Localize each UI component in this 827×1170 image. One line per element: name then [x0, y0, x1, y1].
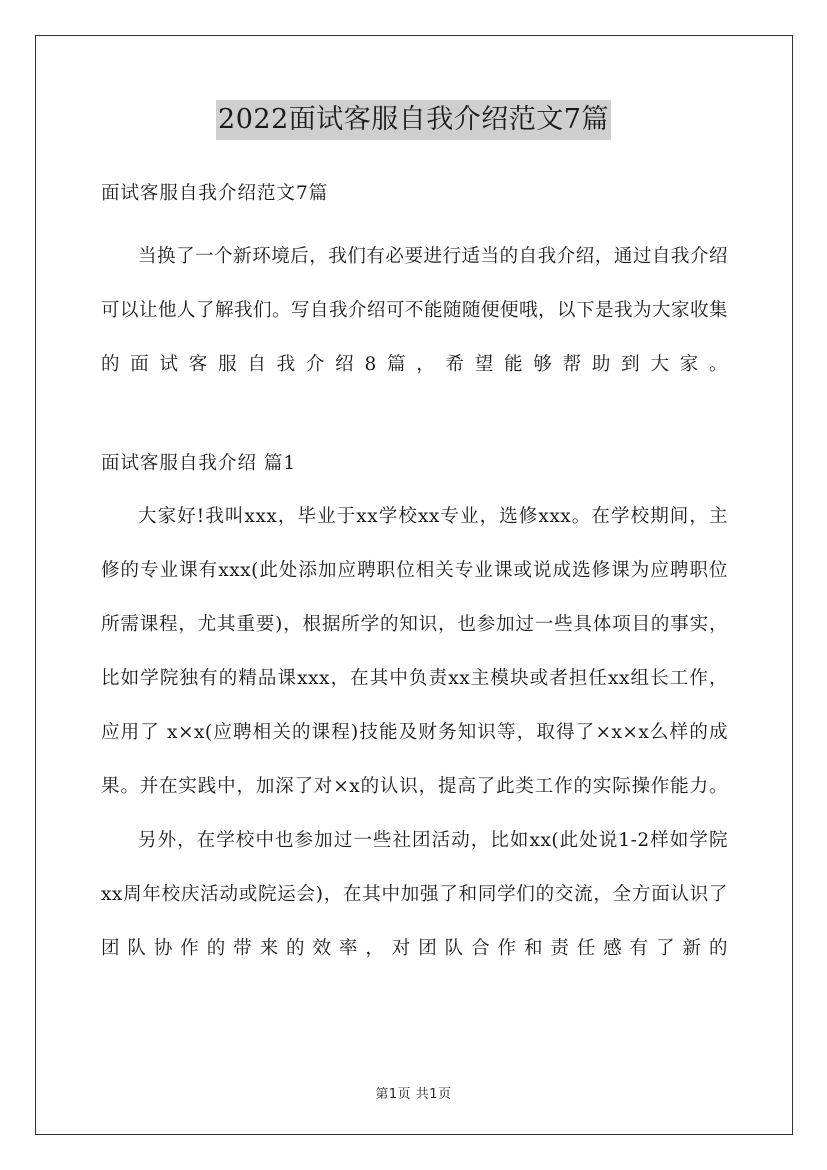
intro-paragraph: 当换了一个新环境后，我们有必要进行适当的自我介绍，通过自我介绍可以让他人了解我们。写自我介绍可不能随随便便哦，以下是我为大家收集的面试客服自我介绍8篇，希望能够帮助到大家。 — [101, 246, 729, 375]
intro-heading: 面试客服自我介绍范文7篇 — [101, 183, 329, 204]
title-container — [0, 100, 827, 140]
page-number-footer: 第1页 共1页 — [375, 1087, 452, 1102]
body-paragraph: 大家好!我叫xxx，毕业于xx学校xx专业，选修xxx。在学校期间，主修的专业课有xxx(此处添加应聘职位相关专业课或说成选修课为应聘职位所需课程，尤其重要)，根据所学的知识，也参加过一些具体项目的事实，比如学院独有的精品课xxx，在其中负责xx主模块或者担任xx组长工作，应用了 x×x(应聘相关的课程)技能及财务知识等，取得了×x×x么样的成果。并在实践中，加深了对×x的认识，提高了此类工作的实际操作能力。 — [101, 506, 728, 797]
document-title: 2022面试客服自我介绍范文7篇 — [216, 100, 611, 140]
body-paragraph: 另外，在学校中也参加过一些社团活动，比如xx(此处说1-2样如学院xx周年校庆活动或院运会)，在其中加强了和同学们的交流，全方面认识了团队协作的带来的效率，对团队合作和责任感有了新的 — [101, 830, 728, 959]
section-heading: 面试客服自我介绍 篇1 — [101, 453, 297, 474]
document-body — [101, 174, 728, 976]
